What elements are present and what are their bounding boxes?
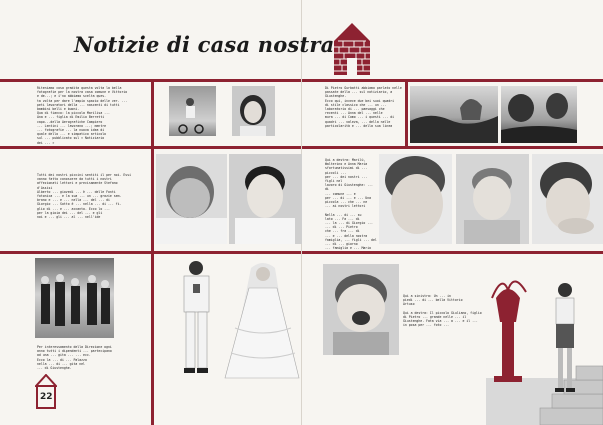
photo-boy-stairs: [486, 268, 603, 425]
middle-text-right: Qui a destra: Marilù, Walterino e Anna Maria sfortunatissimi di ... piccoli ... per ... dei nostri ... figli nel lavoro di Giustenghe: ... di ... comune ... e per ... di ... e ... Una piccola ... che ... ne ... ai nostri lettori Nella ... di ... su lato ... Fa ... di ... la ... di Giorgio ... ... di ... Pietro che ... fra ... di ... e ... della nostra famiglia, ... figli ... del ... di ... giorno ... famiglia e ... Mario: [325, 158, 377, 251]
photo-landscape-1: [410, 86, 498, 143]
house-icon: [334, 23, 370, 75]
photo-child-tricycle: [169, 86, 216, 136]
photo-child-hand: [532, 154, 603, 244]
rule-top-right: [302, 79, 603, 82]
vrule-right: [405, 82, 408, 146]
intro-text-right: Di Pietro Gurbatti abbiamo parlato nelle passate della ... sul notiziario, a Giustenghe. Ecco qui, invece due bei suoi quadri di stile classico che ... un ... laboratorio di ... paesaggi che recenti ... Anna del ... nelle mura ... di Como ... i questi ... di quadri ... valeva, ... della nelle particolarità e ... della sua linea: [325, 86, 402, 128]
photo-laughing-baby: [323, 264, 399, 355]
photo-communion-girl: [221, 258, 303, 382]
rule-mid-right: [302, 146, 603, 149]
bottom-text-left: Per interessamento della Direzione ogni anno tutti i dipendenti ... partecipano ad una ... gita ... ... ecc. Ecco la ... di ... Palazzo nella ... di ... gita nel ... di Giustenghe.: [37, 345, 112, 371]
middle-text-left: Tutti dei nostri piccini sentiti il per noi. Essi vanno fatto conoscere da tutti i nostri affezionati lettori e precisamente Stefano d'Assisi Alberto ... giovedì ... è ... delle Fonti fotonica ... e la sua ... un ... grazie sem- brano e ... e ... nella ... del ... di Giorgio ... Sotto è ... nella ... di ... fi- glio di ... e ... accanto. Ecco lo ... per la gioia dei ... del ... e gli noi e ... gli ... al ... nell'ide: [37, 173, 132, 220]
photo-toddler: [456, 154, 529, 244]
photo-girl-portrait: [232, 86, 275, 136]
vrule-left: [151, 82, 154, 425]
intro-text-left: Riteniamo cosa graditа questa volta la bella fotografie per la nostra casa comune e Vittorio e de...; e i'no abbiamo scelta ques- ta volta per dare l'ampio spazio delle ver- ... peti lavoratori della ... nascenti di tutti bambini belli e buoni. Qua di fianco: la piccola Marilisa ... Ana e ... figlia di Emilio Berretti capo...della Aerografiche Campiero ... Lentini ... lavorano ...; mentre ... fotografie ... la nuova idea di quale dello ... e simpatico articolo sul ... pubblicato sul « Notiziario dei ... »: [37, 86, 128, 145]
photo-boy-smiling: [229, 154, 302, 244]
photo-girl-close: [379, 154, 452, 244]
photo-baby-lying: [156, 154, 227, 244]
page-number: 22: [40, 392, 53, 402]
rule-low-right: [302, 251, 603, 254]
photo-landscape-2: [501, 86, 577, 143]
page-title: Notizie di casa nostra: [74, 32, 335, 57]
photo-communion-boy: [173, 258, 221, 380]
photo-group-workers: [35, 258, 114, 338]
bottom-text-right: Qui a sinistra: Un ... in piedi ... di ... bella Vittorio Artuso Qui a destra: Il piccolo Giuliano, figlio di Pietro ... grande nelle ... il Giustenghe. Fata via ... a ... e il ... in posa per ... foto ...: [403, 294, 482, 328]
